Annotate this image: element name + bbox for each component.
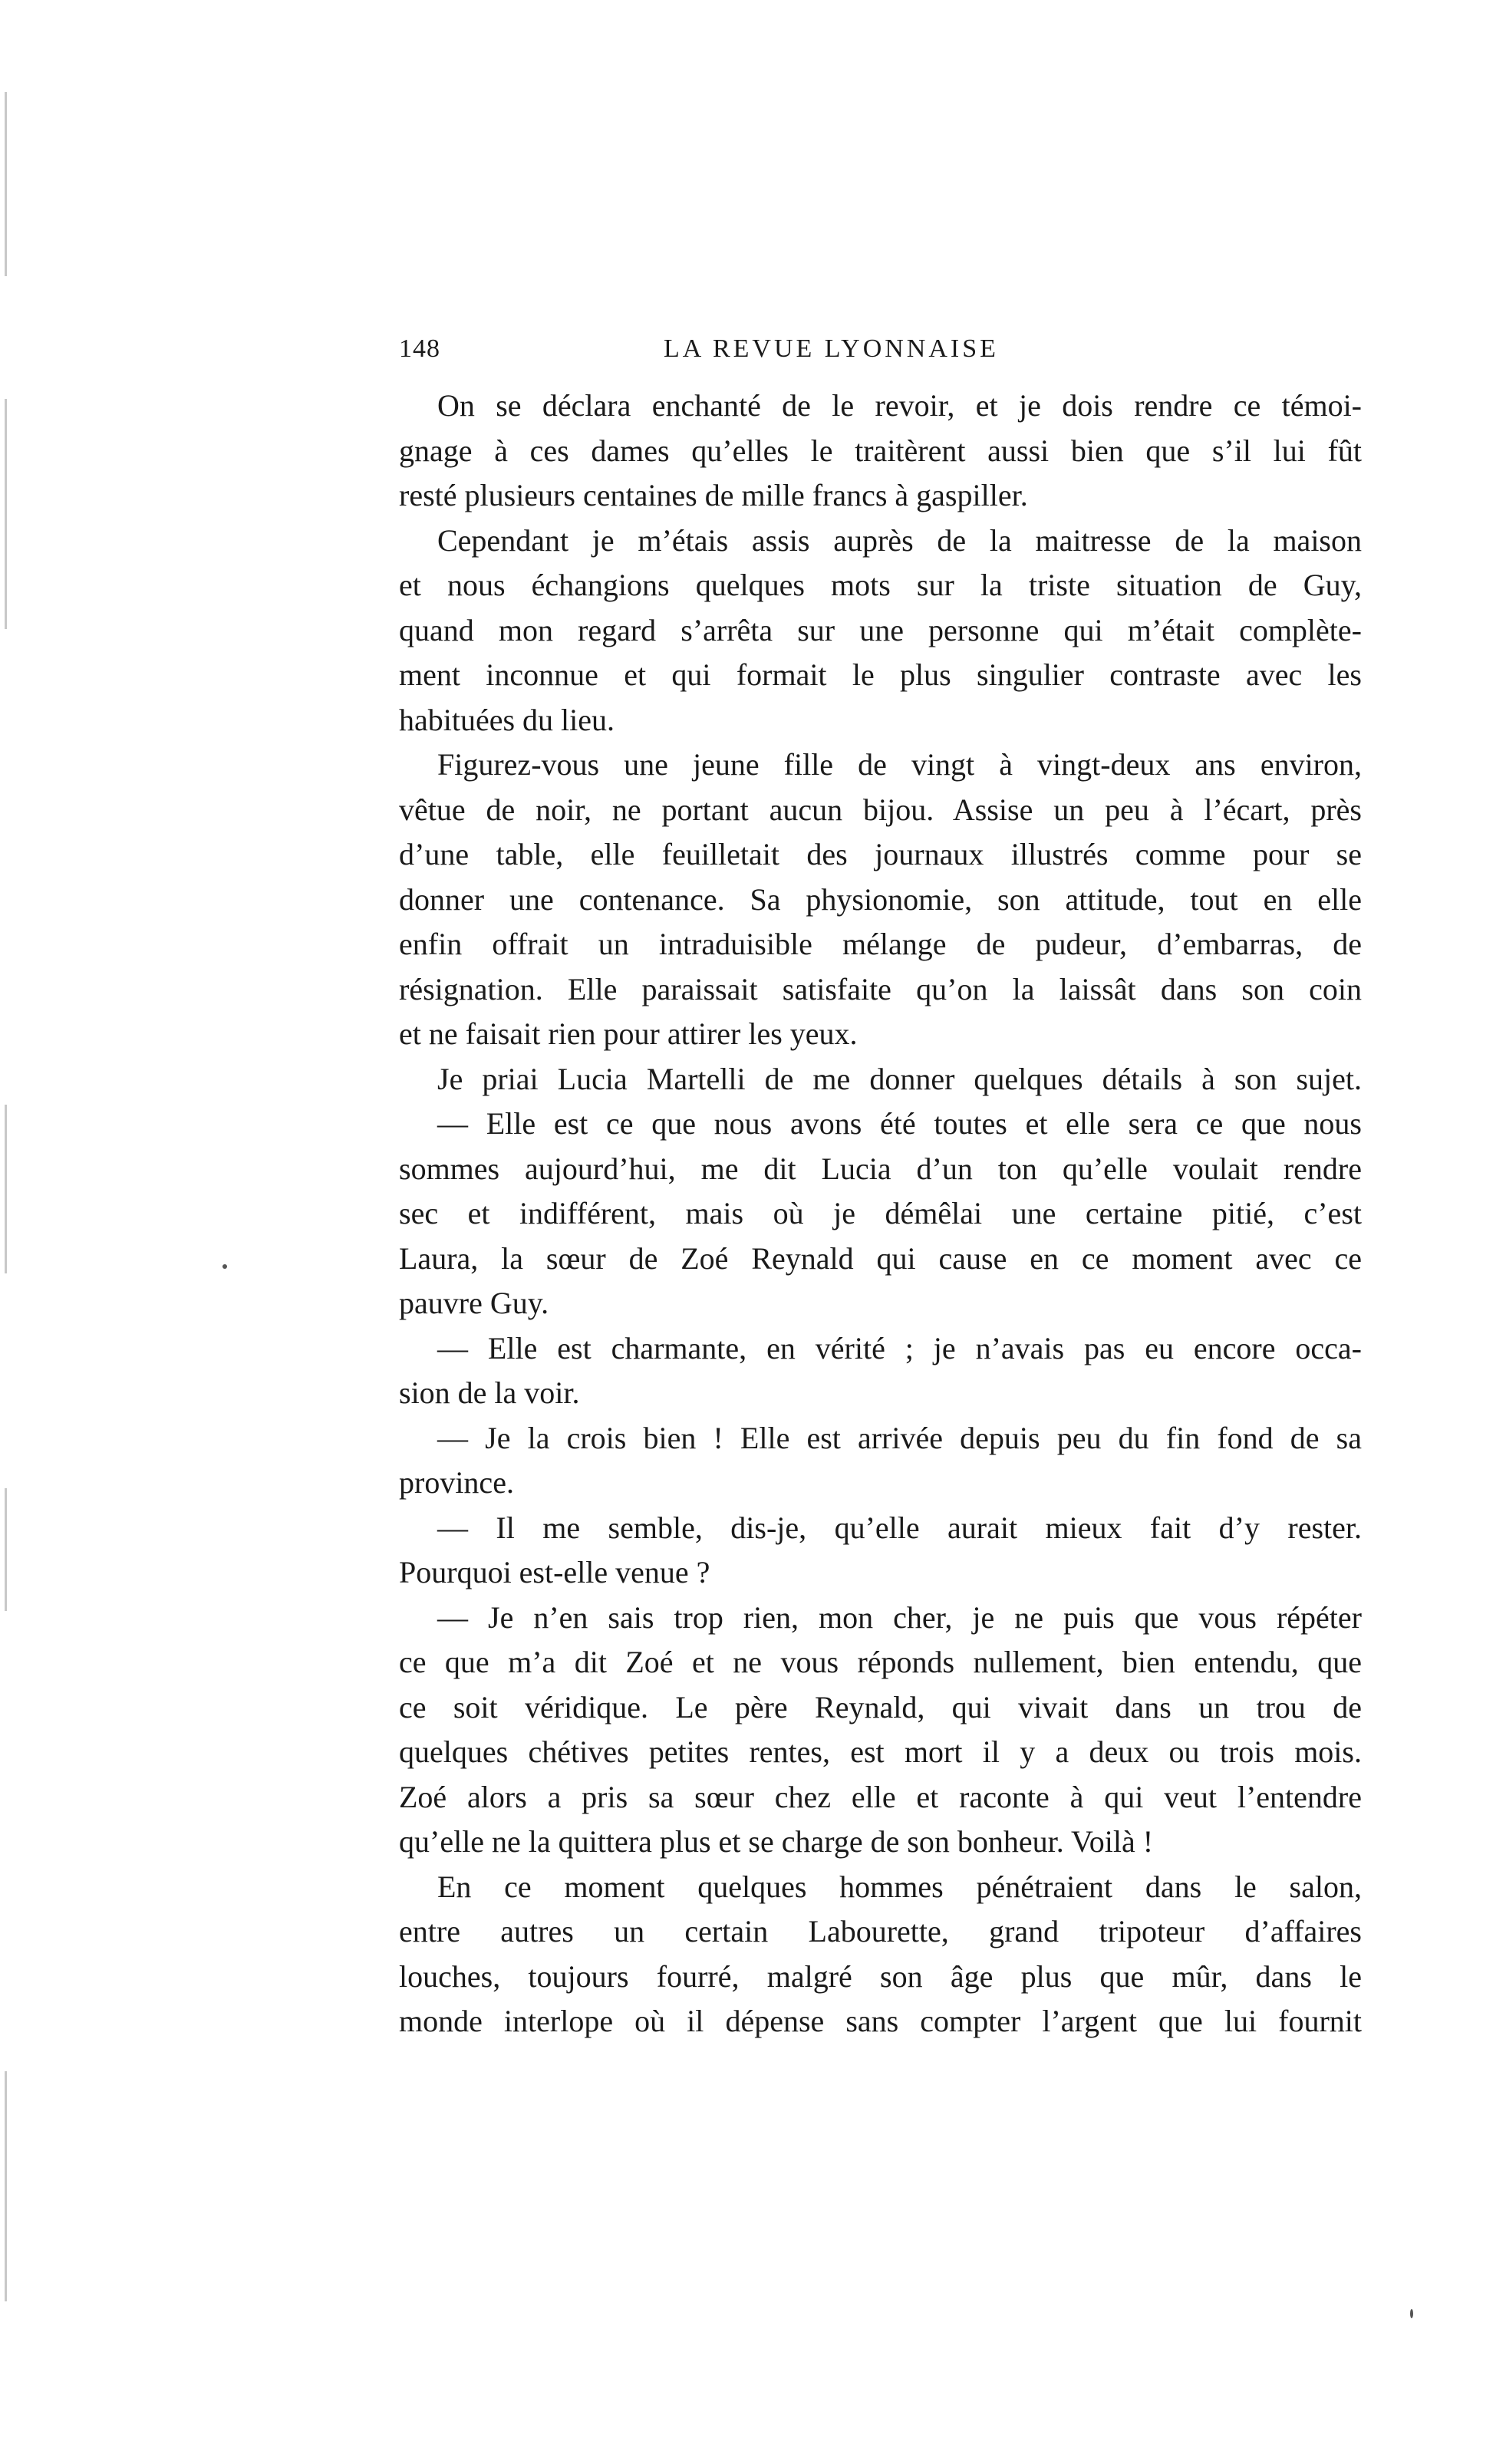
- text-line: ce soit véridique. Le père Reynald, qui vivait dans un trou de: [399, 1689, 1362, 1724]
- text-line: — Je n’en sais trop rien, mon cher, je ne puis que vous répéter: [437, 1599, 1362, 1635]
- text-line: louches, toujours fourré, malgré son âge plus que mûr, dans le: [399, 1958, 1362, 1994]
- text-line: ce que m’a dit Zoé et ne vous réponds nullement, bien entendu, que: [399, 1645, 1362, 1679]
- text-line: sion de la voir.: [399, 1375, 580, 1410]
- journal-title: LA REVUE LYONNAISE: [664, 334, 999, 363]
- text-line: sec et indifférent, mais où je démêlai une certaine pitié, c’est: [399, 1196, 1362, 1230]
- text-line: et nous échangions quelques mots sur la triste situation de Guy,: [399, 568, 1362, 602]
- text-line: quelques chétives petites rentes, est mort il y a deux ou trois mois.: [399, 1734, 1362, 1769]
- text-line: Cependant je m’étais assis auprès de la maitresse de la maison: [437, 522, 1362, 558]
- text-line: Laura, la sœur de Zoé Reynald qui cause en ce moment avec ce: [399, 1240, 1362, 1276]
- text-line: enfin offrait un intraduisible mélange de pudeur, d’embarras, de: [399, 927, 1362, 961]
- ink-speck: [222, 1264, 227, 1269]
- text-line: Pourquoi est-elle venue ?: [399, 1555, 710, 1589]
- text-line: sommes aujourd’hui, me dit Lucia d’un ton qu’elle voulait rendre: [399, 1151, 1362, 1186]
- text-line: quand mon regard s’arrêta sur une personne qui m’était complète-: [399, 612, 1362, 647]
- scan-edge-mark: [5, 399, 7, 629]
- text-line: En ce moment quelques hommes pénétraient dans le salon,: [437, 1869, 1362, 1904]
- text-line: Je priai Lucia Martelli de me donner quelques détails à son sujet.: [437, 1061, 1362, 1096]
- running-head: [399, 334, 1358, 373]
- text-line: pauvre Guy.: [399, 1286, 549, 1320]
- scan-edge-mark: [5, 2071, 7, 2301]
- text-line: monde interlope où il dépense sans compter l’argent que lui fournit: [399, 2004, 1362, 2038]
- page-number: 148: [399, 334, 440, 363]
- text-line: — Je la crois bien ! Elle est arrivée depuis peu du fin fond de sa: [437, 1420, 1362, 1455]
- text-line: province.: [399, 1465, 514, 1500]
- text-line: qu’elle ne la quittera plus et se charge de son bonheur. Voilà !: [399, 1824, 1154, 1859]
- scan-edge-mark: [5, 92, 7, 276]
- text-line: — Elle est ce que nous avons été toutes et elle sera ce que nous: [437, 1106, 1362, 1141]
- text-line: ment inconnue et qui formait le plus singulier contraste avec les: [399, 657, 1362, 692]
- text-line: et ne faisait rien pour attirer les yeux.: [399, 1016, 858, 1051]
- text-line: donner une contenance. Sa physionomie, son attitude, tout en elle: [399, 881, 1362, 917]
- scan-edge-mark: [5, 1488, 7, 1611]
- text-line: Zoé alors a pris sa sœur chez elle et raconte à qui veut l’entendre: [399, 1779, 1362, 1814]
- text-line: resté plusieurs centaines de mille francs à gaspiller.: [399, 478, 1028, 512]
- text-line: résignation. Elle paraissait satisfaite qu’on la laissât dans son coin: [399, 971, 1362, 1006]
- text-line: d’une table, elle feuilletait des journaux illustrés comme pour se: [399, 837, 1362, 871]
- scan-edge-mark: [5, 1105, 7, 1273]
- ink-speck: [1410, 2309, 1413, 2318]
- text-line: gnage à ces dames qu’elles le traitèrent aussi bien que s’il lui fût: [399, 433, 1362, 468]
- text-line: habituées du lieu.: [399, 702, 615, 737]
- text-line: On se déclara enchanté de le revoir, et je dois rendre ce témoi-: [437, 388, 1362, 423]
- text-line: — Elle est charmante, en vérité ; je n’avais pas eu encore occa-: [437, 1330, 1362, 1365]
- text-line: — Il me semble, dis-je, qu’elle aurait mieux fait d’y rester.: [437, 1510, 1362, 1545]
- text-line: Figurez-vous une jeune fille de vingt à vingt-deux ans environ,: [437, 747, 1362, 782]
- text-line: vêtue de noir, ne portant aucun bijou. Assise un peu à l’écart, près: [399, 792, 1362, 827]
- body-text: [399, 384, 1362, 2044]
- text-line: entre autres un certain Labourette, grand tripoteur d’affaires: [399, 1914, 1362, 1948]
